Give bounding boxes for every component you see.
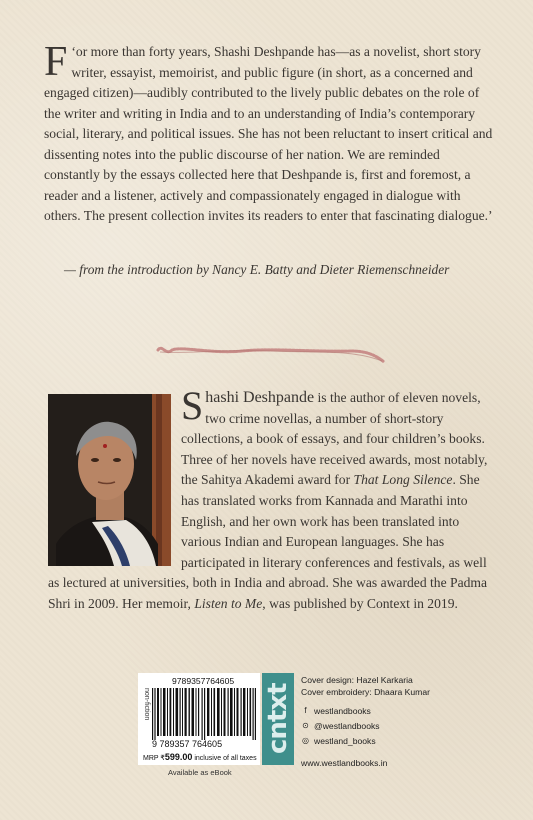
book-title-listen-to-me: Listen to Me xyxy=(194,595,263,611)
ebook-note: Available as eBook xyxy=(168,768,232,777)
price-label: MRP ₹ xyxy=(143,755,165,762)
book-title-that-long-silence: That Long Silence xyxy=(353,472,453,488)
facebook-icon: f xyxy=(304,706,307,715)
bio-part-3: , was published by Context in 2019. xyxy=(262,595,458,611)
social-item-facebook[interactable] xyxy=(301,703,380,718)
instagram-icon: ◎ xyxy=(302,736,309,745)
isbn-top: 9789357764605 xyxy=(172,676,235,686)
cover-design-credit: Cover design: Hazel Karkaria xyxy=(301,675,413,685)
bio-part-1: is the author of eleven novels, two crime novellas, a number of short-story collections, a book of essays, and four children’s books. Three of her novels have received awards, most notably, the Sahitya Akademi award for xyxy=(181,390,488,488)
author-bio xyxy=(48,383,490,615)
social-label: westlandbooks xyxy=(314,705,371,716)
author-dropcap: S xyxy=(181,383,204,428)
publisher-logo: cntxt xyxy=(263,683,293,755)
bio-part-2: . She has translated works from Kannada and Marathi into English, and her own work has been translated into various Indian and European languages. She has participated in literary conferences and festivals, as well as lectured at universities, both in India and abroad. She was awarded the Padma Shri in 2009. Her memoir, xyxy=(48,472,488,611)
genre-label: non-fiction xyxy=(143,688,150,721)
back-cover-quote xyxy=(44,39,494,227)
isbn-bottom: 9 789357 764605 xyxy=(152,739,223,749)
social-item-twitter[interactable] xyxy=(301,718,380,733)
price-value: 599.00 xyxy=(164,752,193,762)
price xyxy=(143,752,257,762)
social-links xyxy=(301,703,380,748)
embroidery-divider xyxy=(152,334,392,368)
price-note: inclusive of all taxes xyxy=(194,755,257,762)
twitter-icon: ⊙ xyxy=(302,721,309,730)
cover-embroidery-credit: Cover embroidery: Dhaara Kumar xyxy=(301,687,430,697)
cover-credits xyxy=(301,674,430,698)
quote-attribution: — from the introduction by Nancy E. Batty and Dieter Riemenschneider xyxy=(64,262,450,277)
social-item-instagram[interactable] xyxy=(301,733,380,748)
quote-text: or more than forty years, Shashi Deshpande has—as a novelist, short story writer, essayist, memoirist, and public figure (in short, as a concerned and engaged citizen)—audibly contributed to the lively public debates on the role of the writer and writing in India and to an understanding of India’s contemporary social, literary, and political issues. She has not been reluctant to insert critical and dissenting notes into the public discourse of her nation. We are reminded constantly by the essays collected here that Deshpande is, first and foremost, a reader and a listener, actively and compassionately engaged in dialogue with others. The present collection invites its readers to enter that fascinating dialogue.’ xyxy=(44,44,493,223)
barcode xyxy=(152,688,256,740)
author-name xyxy=(181,383,315,428)
social-label: @westlandbooks xyxy=(314,720,380,731)
quote-dropcap: F xyxy=(44,39,68,85)
author-name-rest: hashi Deshpande xyxy=(205,389,315,406)
quote-open-mark: ‘ xyxy=(71,44,76,59)
publisher-website[interactable]: www.westlandbooks.in xyxy=(301,758,388,768)
social-label: westland_books xyxy=(314,735,376,746)
